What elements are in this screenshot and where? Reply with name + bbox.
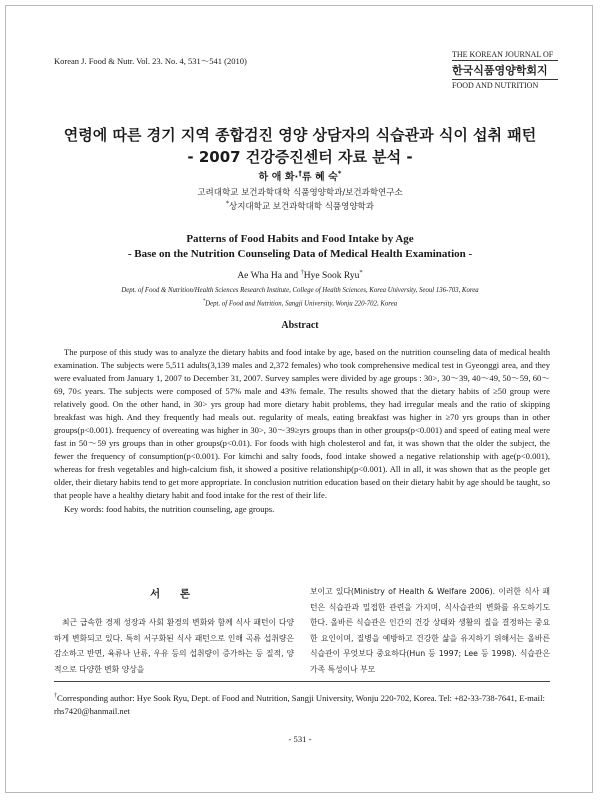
corresponding-author-footnote [54,681,550,718]
corresponding-mark: † [300,269,304,276]
paper-title-en [0,232,600,262]
affiliation-star: * [337,169,342,178]
abstract-body: The purpose of this study was to analyze the dietary habits and food intake by age, based on the nutrition counseling data of medical health examination. The subjects were 5,511 adults(3,139 males and 2,372 females) who took comprehensive medical test in Gyeonggi area, and they were evaluated from January 1, 2007 to December 31, 2007. Survey samples were divided by age groups : 30>, 30～39, 40～49, 50～59, 60～69, 70≤ years. The subjects were composed of 57% male and 43% female. The results showed that the dietary habits of ≥50 group were relatively good. On the other hand, in 30> yrs group had more dietary habit problems, they had irregular meals and the ratio of skipping breakfast was high. And they frequently had meals out. regularity of meals, eating breakfast was higher in ≥70 yrs groups than in other groups(p<0.001). frequency of overeating was higher in 30>, 30～39≥yrs groups than in other groups(p<0.001) and speed of eating meal were fast in 50～59 yrs groups than in other groups(p<0.01). For foods with high cholesterol and fat, it was shown that the older the subject, the fewer the frequency of consumption(p<0.001). For kimchi and salty foods, food intake showed a negative relationship with age(p<0.001), whereas for fresh vegetables and high-calcium fish, it showed a positive relationship(p<0.001). All in all, it was shown that as the people get older, their dietary habits tend to get more appropriate. In conclusion nutrition education based on their dietary habit by age should be taught, so that people have a healthy dietary habit and food intake for the rest of their life. [54,347,550,500]
journal-name-en-top: THE KOREAN JOURNAL OF [452,50,558,61]
affiliation-en-2-text: Dept. of Food and Nutrition, Sangji University, Wonju 220-702, Korea [205,300,398,308]
affiliation-star: * [226,200,229,208]
footnote-mark: † [54,693,58,699]
footnote-text: Corresponding author: Hye Sook Ryu, Dept. of Food and Nutrition, Sangji University, Wonju 220-702, Korea. Tel: +82-33-738-7641, E-mail: rhs7420@hanmail.net [54,692,545,716]
abstract [54,346,550,516]
body-column-right [310,584,550,677]
affiliation-en-1: Dept. of Food & Nutrition/Health Sciences Research Institute, College of Health Sciences, Korea University, Seoul 136-703, Korea [121,287,479,294]
author-en-2: Hye Sook Ryu [303,271,360,282]
affiliation-ko-1: 고려대학교 보건과학대학 식품영양학과/보건과학연구소 [197,188,403,198]
body-column-left [54,584,294,677]
section-title: 서 론 [150,588,198,600]
abstract-heading: Abstract [281,320,319,331]
journal-name-en-bottom: FOOD AND NUTRITION [452,81,539,90]
affiliation-star: * [359,269,363,276]
journal-name-ko: 한국식품영양학회지 [452,61,558,80]
affiliation-ko-2-text: 상지대학교 보건과학대학 식품영양학과 [228,202,374,212]
paper-title-ko-line1: 연령에 따른 경기 지역 종합검진 영양 상담자의 식습관과 식이 섭취 패턴 [63,126,537,144]
author-en-1: Ae Wha Ha and [237,271,301,282]
paper-title-en-line2: - Base on the Nutrition Counseling Data of Medical Health Examination - [127,248,473,260]
body-text-right: 보이고 있다(Ministry of Health & Welfare 2006). 이러한 식사 패턴은 식습관과 밀접한 관련을 가지며, 식사습관의 변화를 유도하기도 한다. 올바른 식습관은 인간의 건강 상태와 생활의 질을 결정하는 중요한 요인이며, 질병을 예방하고 건강한 삶을 유지하기 위해서는 올바른 식습관이 무엇보다 중요하다(Hun 등 1997; Lee 등 1998). 식습관은 가족 특성이나 부모 [310,587,550,674]
authors-ko [0,168,600,183]
author-separator: · [294,172,299,183]
author-ko-2: 류 혜 숙 [301,172,338,183]
paper-title-en-line1: Patterns of Food Habits and Food Intake by Age [186,233,414,245]
affiliation-star: * [202,299,206,304]
paper-title-ko [0,124,600,168]
body-text-left: 최근 급속한 경제 성장과 사회 환경의 변화와 함께 식사 패턴이 다양하게 변화되고 있다. 특히 서구화된 식사 패턴으로 인해 곡류 섭취량은 감소하고 반면, 육류나 난류, 우유 등의 섭취량이 증가하는 등 질적, 양적으로 다양한 변화 양상을 [54,618,294,674]
affiliation-ko-2 [0,200,600,212]
author-ko-1: 하 애 화 [258,172,295,183]
paper-title-ko-line2: - 2007 건강증진센터 자료 분석 - [187,148,413,166]
journal-logo [452,50,558,90]
journal-citation: Korean J. Food & Nutr. Vol. 23. No. 4, 531～541 (2010) [54,56,247,66]
affiliation-en-2 [0,299,600,307]
corresponding-mark: † [298,169,302,178]
page-number: - 531 - [288,734,312,744]
authors-en [0,269,600,281]
keywords: Key words: food habits, the nutrition counseling, age groups. [64,504,275,514]
